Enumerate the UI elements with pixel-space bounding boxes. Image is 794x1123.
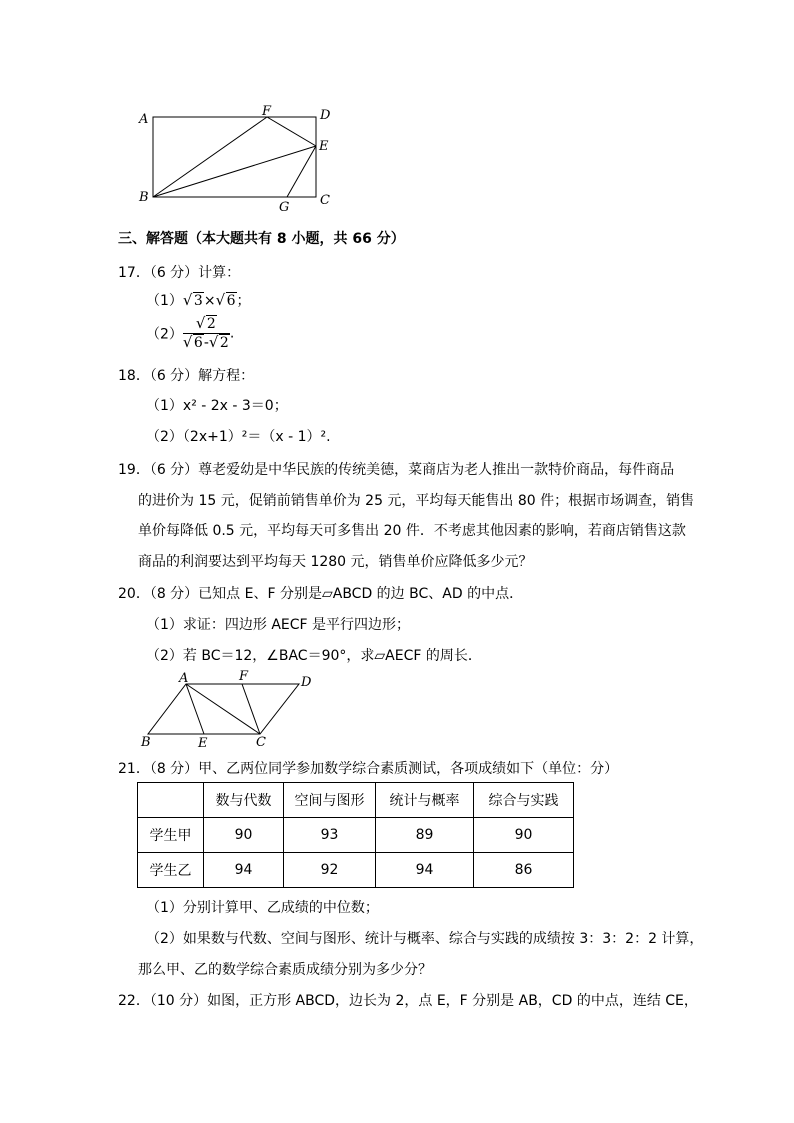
q21-head: 21．（8 分）甲、乙两位同学参加数学综合素质测试，各项成绩如下（单位：分） (118, 761, 619, 777)
label-a: A (139, 112, 149, 127)
q21-part2-line2: 那么甲、乙的数学综合素质成绩分别为多少分？ (138, 962, 432, 978)
table-cell: 86 (474, 853, 574, 888)
label-f: F (262, 104, 272, 119)
segment-ac (186, 684, 260, 734)
sqrt-3 (183, 293, 204, 309)
sqrt-6 (216, 293, 237, 309)
table-header-cell: 综合与实践 (474, 783, 574, 818)
table-cell: 90 (204, 818, 284, 853)
q20-part1: （1）求证：四边形 AECF 是平行四边形； (146, 617, 411, 633)
q18-part1: （1）x² - 2x - 3＝0； (146, 398, 288, 414)
segment-fe (267, 117, 316, 146)
times-sign: × (203, 293, 216, 309)
table-header-row (138, 783, 574, 818)
q17-part1 (146, 290, 251, 310)
table-cell: 92 (284, 853, 376, 888)
fig2-label-a: A (179, 671, 189, 686)
q18-part2: （2）（2x+1）²＝（x - 1）². (146, 429, 331, 445)
minus-sign: - (203, 335, 209, 351)
table-header-cell: 统计与概率 (376, 783, 474, 818)
table-header-cell (138, 783, 204, 818)
fig2-label-f: F (239, 669, 249, 684)
section-title: 三、解答题（本大题共有 8 小题，共 66 分） (118, 231, 405, 247)
label-c: C (320, 193, 330, 208)
figure-rectangle-abcd (130, 100, 340, 215)
label-b: B (139, 190, 149, 205)
q17-p1-end: ； (236, 293, 251, 309)
fraction (183, 316, 230, 351)
fig2-label-d: D (301, 675, 312, 690)
q20-part2: （2）若 BC＝12，∠BAC＝90°，求▱AECF 的周长． (146, 648, 482, 664)
q19-line-1: 19．（6 分）尊老爱幼是中华民族的传统美德，菜商店为老人推出一款特价商品，每件商品 (118, 462, 675, 478)
label-d: D (320, 108, 331, 123)
label-e: E (319, 139, 329, 154)
radicand-3: 3 (193, 293, 203, 309)
table-row (138, 853, 574, 888)
fig2-label-e: E (198, 736, 208, 751)
radicand-6-den: 6 (193, 335, 203, 351)
table-cell: 93 (284, 818, 376, 853)
table-cell: 94 (204, 853, 284, 888)
sqrt-2-num (196, 316, 217, 332)
segment-ae (186, 684, 204, 734)
q17-p2-end: . (229, 325, 235, 342)
radicand-2-num: 2 (206, 316, 216, 332)
sqrt-2-den (209, 335, 230, 351)
q19-line-2: 的进价为 15 元，促销前销售单价为 25 元，平均每天能售出 80 件；根据市场调查，销售 (138, 493, 695, 509)
table-cell: 90 (474, 818, 574, 853)
table-row (138, 818, 574, 853)
table-cell: 89 (376, 818, 474, 853)
segment-bf (153, 117, 267, 197)
q17-p1-prefix: （1） (146, 293, 183, 309)
table-cell: 学生乙 (138, 853, 204, 888)
table-header-cell: 数与代数 (204, 783, 284, 818)
q18-head: 18．（6 分）解方程： (118, 368, 255, 384)
segment-fc (242, 684, 260, 734)
scores-table (137, 782, 574, 888)
q21-part1: （1）分别计算甲、乙成绩的中位数； (146, 900, 379, 916)
q21-part2-line1: （2）如果数与代数、空间与图形、统计与概率、综合与实践的成绩按 3：3：2：2 计算， (146, 931, 704, 947)
q17-p2-prefix: （2） (146, 326, 183, 343)
fraction-numerator (183, 316, 230, 334)
sqrt-6-den (183, 335, 204, 351)
rectangle-abcd (153, 117, 316, 197)
figure-parallelogram-abcd (140, 675, 320, 747)
table-header-cell: 空间与图形 (284, 783, 376, 818)
fraction-denominator (183, 334, 230, 351)
table-cell: 94 (376, 853, 474, 888)
radicand-6: 6 (226, 293, 236, 309)
radicand-2-den: 2 (219, 335, 229, 351)
table-cell: 学生甲 (138, 818, 204, 853)
q17-part2 (146, 316, 234, 351)
fig2-label-b: B (141, 735, 151, 750)
fig2-label-c: C (256, 735, 266, 750)
q22-head: 22．（10 分）如图，正方形 ABCD，边长为 2，点 E，F 分别是 AB，CD 的中点，连结 CE， (118, 993, 698, 1009)
q19-line-3: 单价每降低 0.5 元，平均每天可多售出 20 件．不考虑其他因素的影响，若商店销售这款 (138, 523, 686, 539)
q17-head: 17．（6 分）计算： (118, 265, 241, 281)
q20-head: 20．（8 分）已知点 E、F 分别是▱ABCD 的边 BC、AD 的中点． (118, 586, 524, 602)
q19-line-4: 商品的利润要达到平均每天 1280 元，销售单价应降低多少元？ (138, 554, 533, 570)
label-g: G (279, 200, 290, 215)
